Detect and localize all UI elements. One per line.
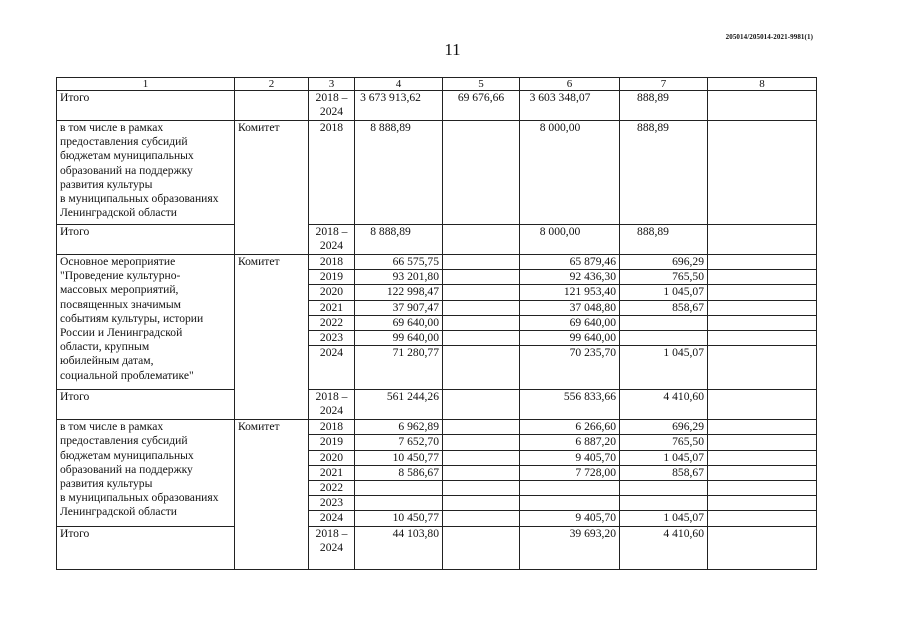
year-cell: 2018 bbox=[309, 420, 355, 435]
amount-col8 bbox=[708, 526, 817, 569]
amount-col7: 1 045,07 bbox=[620, 511, 708, 526]
amount-col8 bbox=[708, 465, 817, 480]
amount-col6: 70 235,70 bbox=[520, 346, 620, 390]
executor-cell: Комитет bbox=[235, 121, 309, 255]
amount-col5: 69 676,66 bbox=[443, 91, 520, 121]
total-row bbox=[57, 390, 817, 420]
column-header: 4 bbox=[355, 78, 443, 91]
amount-col8 bbox=[708, 91, 817, 121]
amount-col6: 8 000,00 bbox=[520, 121, 620, 225]
amount-col5 bbox=[443, 270, 520, 285]
amount-col8 bbox=[708, 346, 817, 390]
amount-col5 bbox=[443, 526, 520, 569]
year-cell: 2020 bbox=[309, 285, 355, 300]
amount-col5 bbox=[443, 420, 520, 435]
table-header-row bbox=[57, 78, 817, 91]
amount-col7: 888,89 bbox=[620, 225, 708, 255]
amount-col6: 6 266,60 bbox=[520, 420, 620, 435]
executor-cell bbox=[235, 91, 309, 121]
amount-col7: 4 410,60 bbox=[620, 526, 708, 569]
amount-col8 bbox=[708, 285, 817, 300]
column-header: 2 bbox=[235, 78, 309, 91]
amount-col6: 556 833,66 bbox=[520, 390, 620, 420]
amount-col4: 10 450,77 bbox=[355, 450, 443, 465]
amount-col4: 66 575,75 bbox=[355, 255, 443, 270]
amount-col8 bbox=[708, 225, 817, 255]
amount-col7 bbox=[620, 331, 708, 346]
amount-col8 bbox=[708, 300, 817, 315]
amount-col6: 39 693,20 bbox=[520, 526, 620, 569]
year-cell: 2020 bbox=[309, 450, 355, 465]
budget-table bbox=[56, 77, 817, 570]
year-range-cell: 2018 – 2024 bbox=[309, 390, 355, 420]
amount-col6: 6 887,20 bbox=[520, 435, 620, 450]
column-header: 7 bbox=[620, 78, 708, 91]
amount-col7: 1 045,07 bbox=[620, 346, 708, 390]
table-row bbox=[57, 420, 817, 435]
amount-col5 bbox=[443, 315, 520, 330]
year-cell: 2022 bbox=[309, 481, 355, 496]
measure-description: в том числе в рамках предоставления субсидий бюджетам муниципальных образований на поддержку развития культуры в муниципальных образованиях Ленинградской области bbox=[57, 420, 235, 526]
total-row bbox=[57, 526, 817, 569]
amount-col7 bbox=[620, 315, 708, 330]
amount-col5 bbox=[443, 390, 520, 420]
amount-col7: 1 045,07 bbox=[620, 450, 708, 465]
amount-col6 bbox=[520, 481, 620, 496]
year-cell: 2021 bbox=[309, 465, 355, 480]
amount-col7: 858,67 bbox=[620, 465, 708, 480]
amount-col6: 65 879,46 bbox=[520, 255, 620, 270]
year-range-cell: 2018 – 2024 bbox=[309, 526, 355, 569]
amount-col4: 44 103,80 bbox=[355, 526, 443, 569]
year-cell: 2019 bbox=[309, 270, 355, 285]
table-row bbox=[57, 121, 817, 225]
amount-col8 bbox=[708, 331, 817, 346]
year-cell: 2023 bbox=[309, 496, 355, 511]
amount-col5 bbox=[443, 481, 520, 496]
total-label: Итого bbox=[57, 390, 235, 420]
total-label: Итого bbox=[57, 91, 235, 121]
year-range-cell: 2018 – 2024 bbox=[309, 91, 355, 121]
amount-col8 bbox=[708, 255, 817, 270]
column-header: 8 bbox=[708, 78, 817, 91]
amount-col4: 7 652,70 bbox=[355, 435, 443, 450]
year-cell: 2024 bbox=[309, 346, 355, 390]
amount-col7 bbox=[620, 481, 708, 496]
amount-col7: 765,50 bbox=[620, 435, 708, 450]
amount-col8 bbox=[708, 450, 817, 465]
amount-col4: 37 907,47 bbox=[355, 300, 443, 315]
amount-col8 bbox=[708, 496, 817, 511]
amount-col8 bbox=[708, 315, 817, 330]
amount-col5 bbox=[443, 435, 520, 450]
amount-col4: 69 640,00 bbox=[355, 315, 443, 330]
amount-col4: 71 280,77 bbox=[355, 346, 443, 390]
amount-col7: 4 410,60 bbox=[620, 390, 708, 420]
amount-col6: 8 000,00 bbox=[520, 225, 620, 255]
amount-col5 bbox=[443, 300, 520, 315]
amount-col7: 1 045,07 bbox=[620, 285, 708, 300]
amount-col5 bbox=[443, 121, 520, 225]
total-label: Итого bbox=[57, 526, 235, 569]
amount-col8 bbox=[708, 481, 817, 496]
amount-col6: 121 953,40 bbox=[520, 285, 620, 300]
document-code: 205014/205014-2021-9981(1) bbox=[725, 33, 813, 41]
amount-col8 bbox=[708, 121, 817, 225]
amount-col7 bbox=[620, 496, 708, 511]
amount-col5 bbox=[443, 496, 520, 511]
amount-col8 bbox=[708, 270, 817, 285]
total-row bbox=[57, 91, 817, 121]
amount-col6: 9 405,70 bbox=[520, 450, 620, 465]
amount-col7: 888,89 bbox=[620, 121, 708, 225]
amount-col6: 69 640,00 bbox=[520, 315, 620, 330]
amount-col7: 888,89 bbox=[620, 91, 708, 121]
amount-col6: 7 728,00 bbox=[520, 465, 620, 480]
amount-col4: 3 673 913,62 bbox=[355, 91, 443, 121]
amount-col8 bbox=[708, 390, 817, 420]
amount-col4: 10 450,77 bbox=[355, 511, 443, 526]
year-cell: 2018 bbox=[309, 121, 355, 225]
year-cell: 2019 bbox=[309, 435, 355, 450]
amount-col4: 93 201,80 bbox=[355, 270, 443, 285]
amount-col4: 99 640,00 bbox=[355, 331, 443, 346]
amount-col8 bbox=[708, 420, 817, 435]
amount-col4: 6 962,89 bbox=[355, 420, 443, 435]
amount-col4 bbox=[355, 481, 443, 496]
amount-col5 bbox=[443, 285, 520, 300]
amount-col7: 696,29 bbox=[620, 255, 708, 270]
year-cell: 2024 bbox=[309, 511, 355, 526]
amount-col5 bbox=[443, 346, 520, 390]
year-cell: 2021 bbox=[309, 300, 355, 315]
amount-col5 bbox=[443, 511, 520, 526]
year-cell: 2023 bbox=[309, 331, 355, 346]
column-header: 5 bbox=[443, 78, 520, 91]
amount-col7: 696,29 bbox=[620, 420, 708, 435]
amount-col7: 858,67 bbox=[620, 300, 708, 315]
amount-col6: 92 436,30 bbox=[520, 270, 620, 285]
amount-col4: 122 998,47 bbox=[355, 285, 443, 300]
amount-col6 bbox=[520, 496, 620, 511]
measure-description: Основное мероприятие "Проведение культурно- массовых мероприятий, посвященных значимым событиям культуры, истории России и Ленинградской области, крупным юбилейным датам, социальной проблематике" bbox=[57, 255, 235, 390]
column-header: 1 bbox=[57, 78, 235, 91]
column-header: 3 bbox=[309, 78, 355, 91]
amount-col4: 8 586,67 bbox=[355, 465, 443, 480]
amount-col5 bbox=[443, 465, 520, 480]
amount-col6: 9 405,70 bbox=[520, 511, 620, 526]
total-row bbox=[57, 225, 817, 255]
amount-col6: 99 640,00 bbox=[520, 331, 620, 346]
amount-col5 bbox=[443, 225, 520, 255]
executor-cell: Комитет bbox=[235, 255, 309, 420]
amount-col6: 3 603 348,07 bbox=[520, 91, 620, 121]
executor-cell: Комитет bbox=[235, 420, 309, 569]
year-cell: 2022 bbox=[309, 315, 355, 330]
table-row bbox=[57, 255, 817, 270]
year-cell: 2018 bbox=[309, 255, 355, 270]
measure-description: в том числе в рамках предоставления субсидий бюджетам муниципальных образований на поддержку развития культуры в муниципальных образованиях Ленинградской области bbox=[57, 121, 235, 225]
amount-col8 bbox=[708, 511, 817, 526]
amount-col4 bbox=[355, 496, 443, 511]
total-label: Итого bbox=[57, 225, 235, 255]
amount-col5 bbox=[443, 450, 520, 465]
amount-col4: 8 888,89 bbox=[355, 225, 443, 255]
amount-col7: 765,50 bbox=[620, 270, 708, 285]
amount-col5 bbox=[443, 255, 520, 270]
page-number: 11 bbox=[444, 40, 461, 59]
year-range-cell: 2018 – 2024 bbox=[309, 225, 355, 255]
amount-col8 bbox=[708, 435, 817, 450]
amount-col5 bbox=[443, 331, 520, 346]
amount-col4: 8 888,89 bbox=[355, 121, 443, 225]
amount-col4: 561 244,26 bbox=[355, 390, 443, 420]
amount-col6: 37 048,80 bbox=[520, 300, 620, 315]
column-header: 6 bbox=[520, 78, 620, 91]
